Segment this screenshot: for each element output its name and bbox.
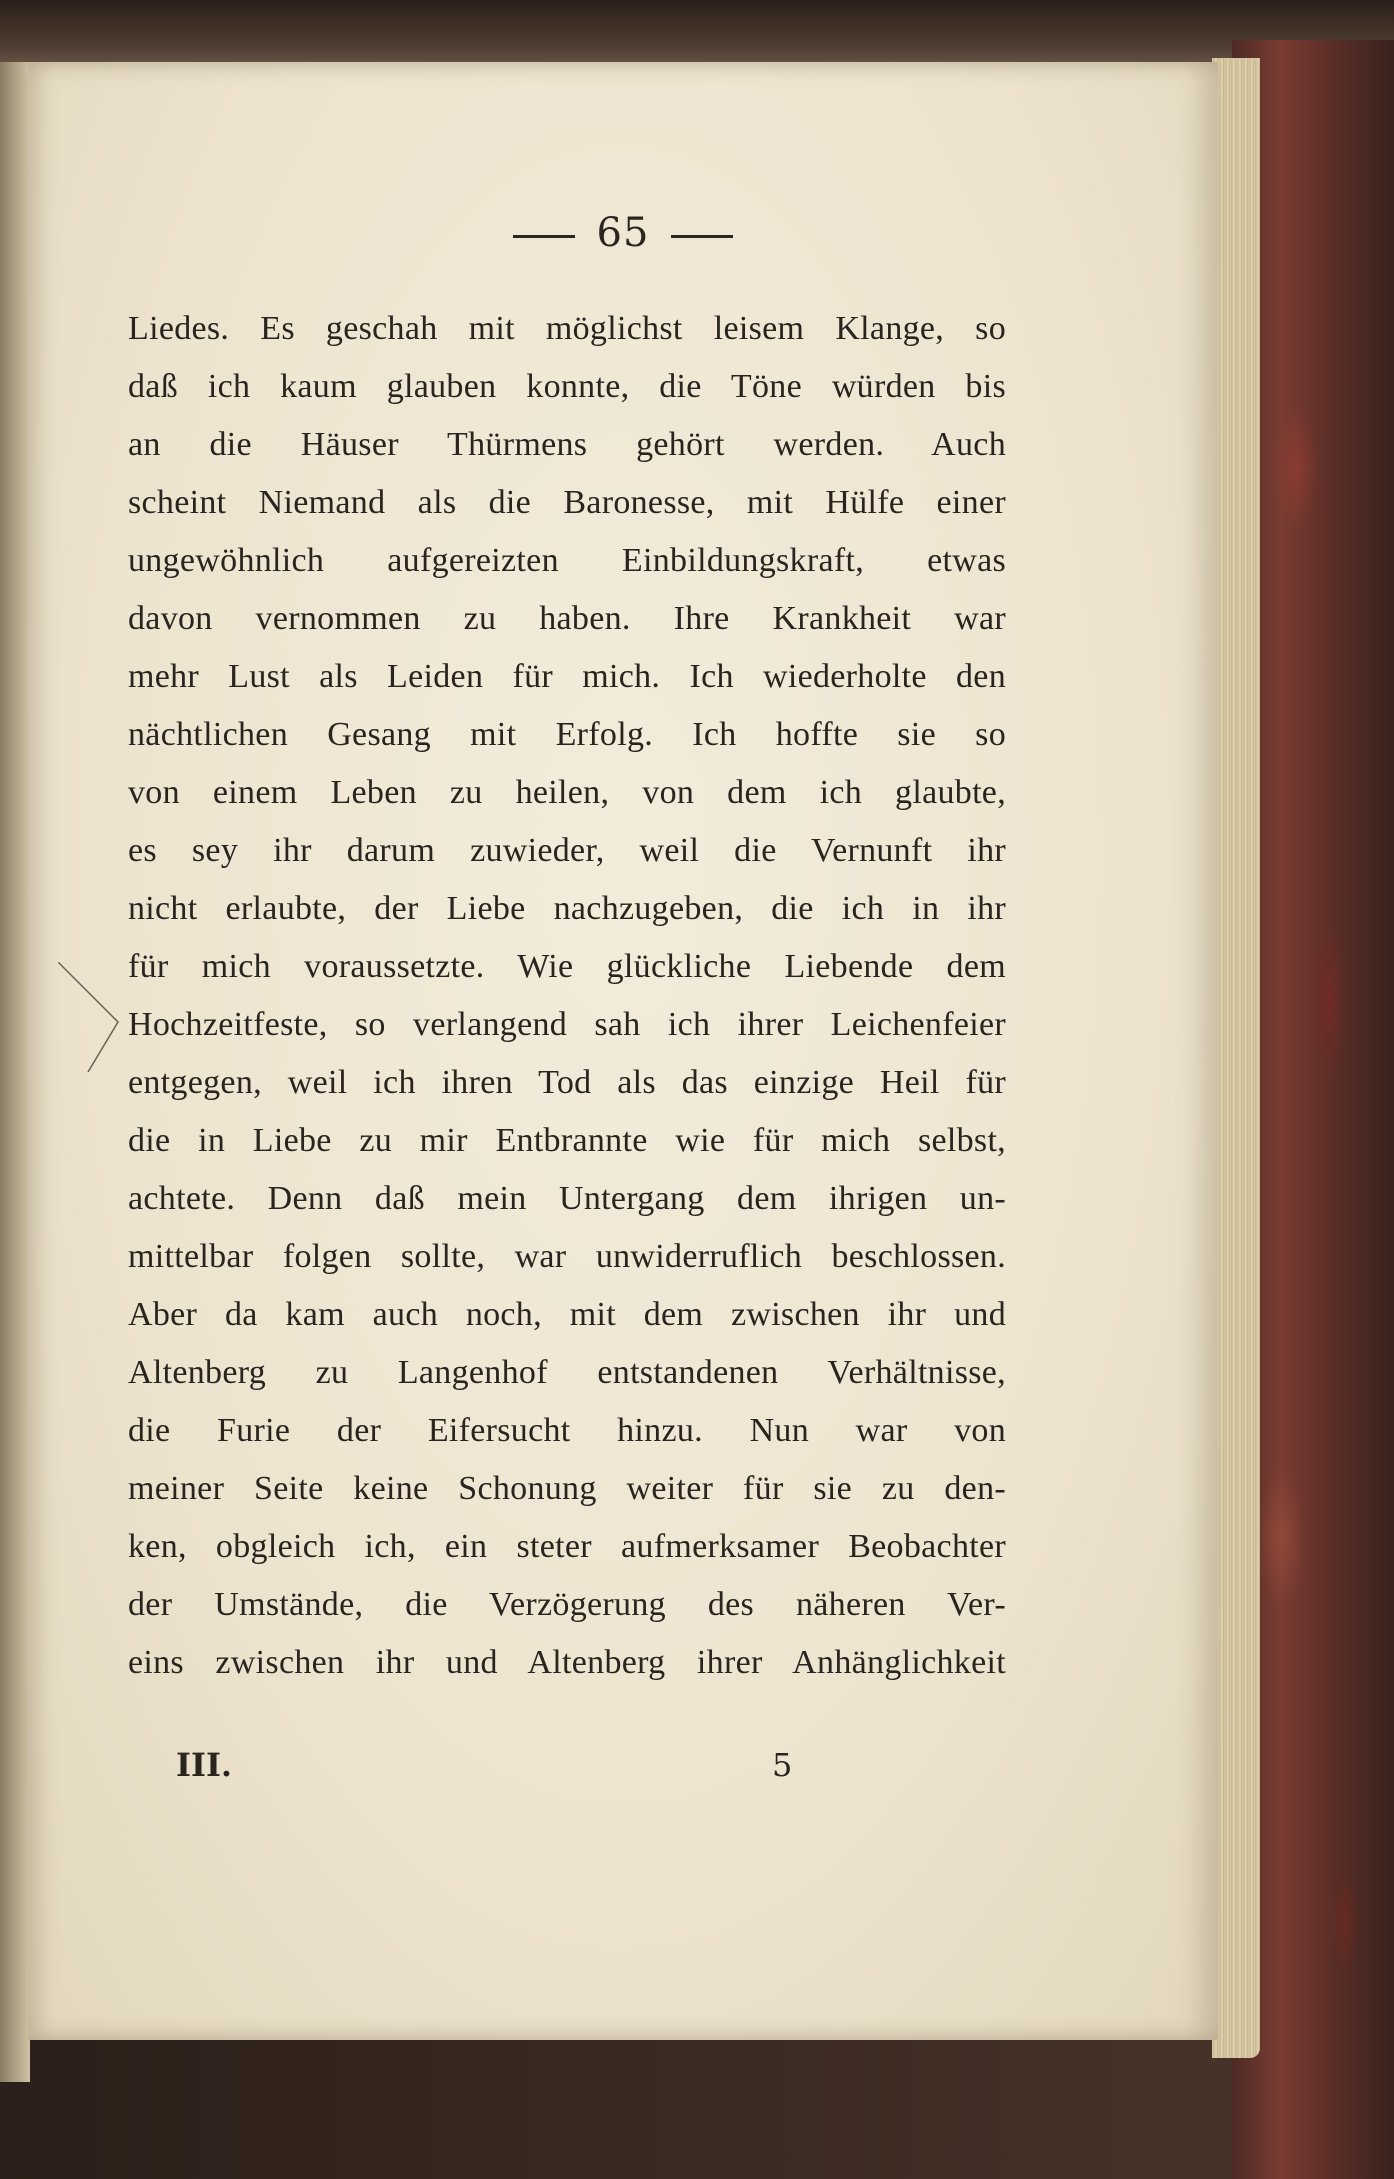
text-line: mittelbar folgen sollte, war unwiderruflich beschlossen. (128, 1238, 1006, 1275)
text-line: davon vernommen zu haben. Ihre Krankheit war (128, 600, 1006, 637)
text-line: ungewöhnlich aufgereizten Einbildungskraft, etwas (128, 542, 1006, 579)
body-text (128, 300, 1006, 1692)
text-line: daß ich kaum glauben konnte, die Töne würden bis (128, 368, 1006, 405)
text-line: achtete. Denn daß mein Untergang dem ihrigen un- (128, 1180, 1006, 1217)
text-line: scheint Niemand als die Baronesse, mit Hülfe einer (128, 484, 1006, 521)
page-number: 65 (596, 210, 650, 256)
text-line: an die Häuser Thürmens gehört werden. Auch (128, 426, 1006, 463)
text-line: der Umstände, die Verzögerung des näheren Ver- (128, 1586, 1006, 1623)
signature-volume: III. (176, 1746, 233, 1784)
text-line: Altenberg zu Langenhof entstandenen Verhältnisse, (128, 1354, 1006, 1391)
text-line: eins zwischen ihr und Altenberg ihrer Anhänglichkeit (128, 1644, 1006, 1681)
text-line: mehr Lust als Leiden für mich. Ich wiederholte den (128, 658, 1006, 695)
header-dash-right (671, 235, 733, 238)
book-top-edge (0, 0, 1394, 70)
page-header (28, 210, 1218, 256)
text-line: es sey ihr darum zuwieder, weil die Vernunft ihr (128, 832, 1006, 869)
text-line: von einem Leben zu heilen, von dem ich glaubte, (128, 774, 1006, 811)
binding-edge (0, 62, 30, 2082)
text-line: meiner Seite keine Schonung weiter für sie zu den- (128, 1470, 1006, 1507)
header-dash-left (513, 235, 575, 238)
text-line: die in Liebe zu mir Entbrannte wie für mich selbst, (128, 1122, 1006, 1159)
page (28, 62, 1218, 2040)
page-edges (1212, 58, 1260, 2058)
text-line: Hochzeitfeste, so verlangend sah ich ihrer Leichenfeier (128, 1006, 1006, 1043)
text-line: Aber da kam auch noch, mit dem zwischen ihr und (128, 1296, 1006, 1333)
text-line: nächtlichen Gesang mit Erfolg. Ich hoffte sie so (128, 716, 1006, 753)
signature-number: 5 (772, 1746, 793, 1784)
text-line: Liedes. Es geschah mit möglichst leisem Klange, so (128, 310, 1006, 347)
text-line: entgegen, weil ich ihren Tod als das einzige Heil für (128, 1064, 1006, 1101)
text-line: für mich voraussetzte. Wie glückliche Liebende dem (128, 948, 1006, 985)
text-line: ken, obgleich ich, ein steter aufmerksamer Beobachter (128, 1528, 1006, 1565)
text-line: nicht erlaubte, der Liebe nachzugeben, die ich in ihr (128, 890, 1006, 927)
text-line: die Furie der Eifersucht hinzu. Nun war von (128, 1412, 1006, 1449)
margin-pencil-mark (58, 962, 138, 1072)
